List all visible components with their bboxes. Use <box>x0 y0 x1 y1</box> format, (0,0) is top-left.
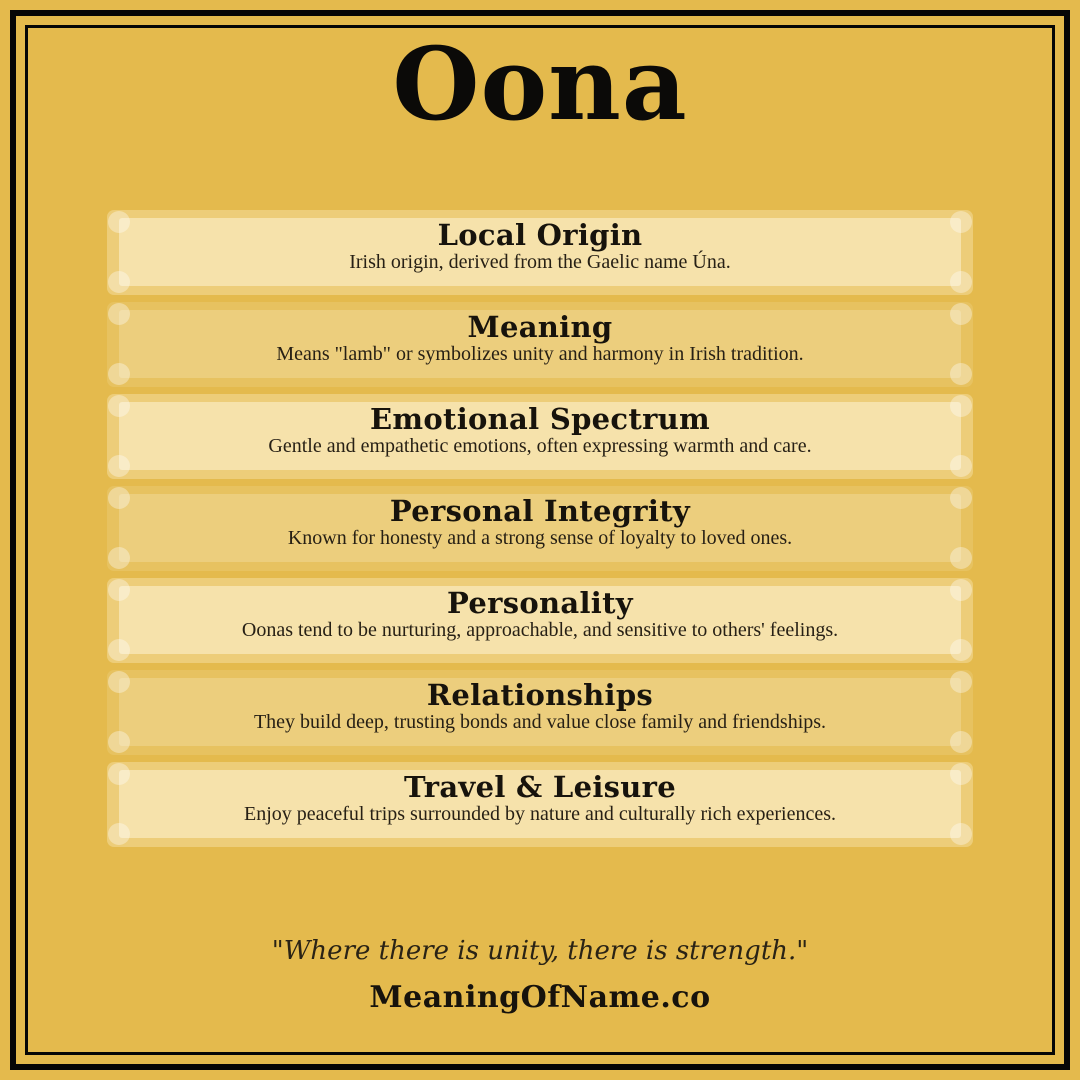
info-card <box>107 762 973 847</box>
corner-pin-icon <box>108 731 130 753</box>
corner-pin-icon <box>950 639 972 661</box>
corner-pin-icon <box>108 395 130 417</box>
info-card <box>107 486 973 571</box>
corner-pin-icon <box>950 671 972 693</box>
card-panel <box>119 310 961 378</box>
corner-pin-icon <box>950 303 972 325</box>
card-text: Gentle and empathetic emotions, often expressing warmth and care. <box>268 435 812 458</box>
card-text: Known for honesty and a strong sense of loyalty to loved ones. <box>287 527 793 550</box>
card-text: They build deep, trusting bonds and value close family and friendships. <box>253 711 827 734</box>
corner-pin-icon <box>108 211 130 233</box>
corner-pin-icon <box>950 731 972 753</box>
card-heading: Local Origin <box>437 218 643 252</box>
corner-pin-icon <box>950 547 972 569</box>
card-text: Means "lamb" or symbolizes unity and harmony in Irish tradition. <box>276 343 804 366</box>
card-heading: Travel & Leisure <box>403 770 677 804</box>
card-panel <box>119 678 961 746</box>
card-panel <box>119 218 961 286</box>
card-text: Oonas tend to be nurturing, approachable, and sensitive to others' feelings. <box>241 619 839 642</box>
corner-pin-icon <box>108 639 130 661</box>
card-text: Irish origin, derived from the Gaelic name Úna. <box>349 251 731 274</box>
corner-pin-icon <box>950 487 972 509</box>
corner-pin-icon <box>950 823 972 845</box>
card-heading: Personal Integrity <box>389 494 691 528</box>
card-panel <box>119 770 961 838</box>
corner-pin-icon <box>108 487 130 509</box>
card-heading: Emotional Spectrum <box>369 402 711 436</box>
corner-pin-icon <box>108 823 130 845</box>
corner-pin-icon <box>108 763 130 785</box>
name-title: Oona <box>392 25 688 143</box>
corner-pin-icon <box>108 303 130 325</box>
corner-pin-icon <box>950 763 972 785</box>
corner-pin-icon <box>950 455 972 477</box>
corner-pin-icon <box>108 579 130 601</box>
corner-pin-icon <box>108 455 130 477</box>
card-heading: Personality <box>447 586 633 620</box>
cards-list <box>107 210 973 854</box>
corner-pin-icon <box>108 547 130 569</box>
corner-pin-icon <box>950 211 972 233</box>
info-card <box>107 394 973 479</box>
corner-pin-icon <box>950 271 972 293</box>
corner-pin-icon <box>108 671 130 693</box>
quote-text: "Where there is unity, there is strength." <box>271 936 809 966</box>
card-text: Enjoy peaceful trips surrounded by nature and culturally rich experiences. <box>243 803 836 826</box>
info-card <box>107 210 973 295</box>
corner-pin-icon <box>950 395 972 417</box>
corner-pin-icon <box>950 579 972 601</box>
corner-pin-icon <box>108 363 130 385</box>
card-panel <box>119 494 961 562</box>
info-card <box>107 578 973 663</box>
info-card <box>107 670 973 755</box>
card-heading: Relationships <box>426 678 654 712</box>
site-name: MeaningOfName.co <box>369 980 711 1015</box>
corner-pin-icon <box>108 271 130 293</box>
card-heading: Meaning <box>467 310 613 344</box>
card-panel <box>119 586 961 654</box>
card-panel <box>119 402 961 470</box>
info-card <box>107 302 973 387</box>
corner-pin-icon <box>950 363 972 385</box>
